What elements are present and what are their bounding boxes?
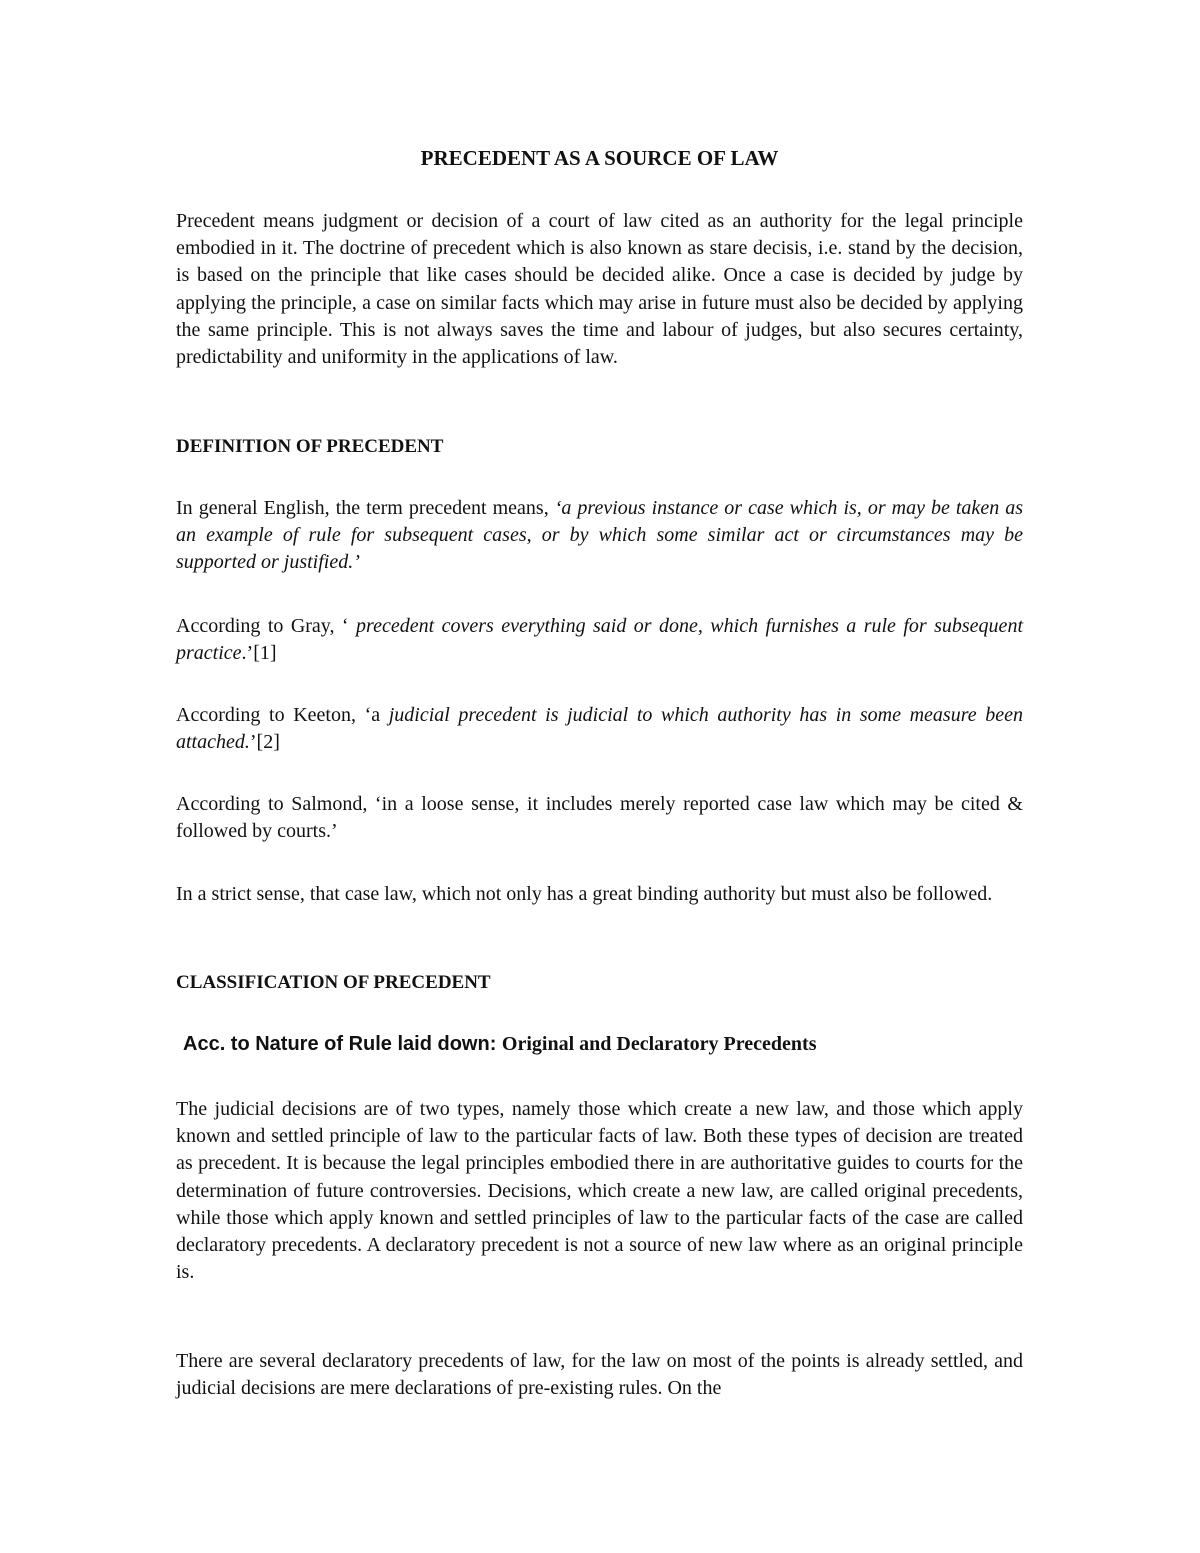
- definition-heading: DEFINITION OF PRECEDENT: [176, 436, 444, 457]
- nature-heading-lead: Acc. to Nature of Rule laid down:: [183, 1033, 502, 1055]
- general-english-lead: In general English, the term precedent means,: [176, 497, 555, 519]
- intro-paragraph: Precedent means judgment or decision of a court of law cited as an authority for the legal principle embodied in it. The doctrine of precedent which is also known as stare decisis, i.e. stand by the decision, is based on the principle that like cases should be decided alike. Once a case is decided by judge by applying the principle, a case on similar facts which may arise in future must also be decided by applying the same principle. This is not always saves the time and labour of judges, but also secures certainty, predictability and uniformity in the applications of law.: [176, 210, 1023, 369]
- salmond-paragraph: According to Salmond, ‘in a loose sense, it includes merely reported case law which may be cited & followed by courts.’: [176, 793, 1023, 843]
- nature-of-rule-heading: [183, 1033, 816, 1056]
- general-english-paragraph: [176, 495, 1023, 577]
- judicial-decisions-paragraph: The judicial decisions are of two types, namely those which create a new law, and those which apply known and settled principle of law to the particular facts of law. Both these types of decision are treated as precedent. It is because the legal principles embodied there in are authoritative guides to courts for the determination of future controversies. Decisions, which create a new law, are called original precedents, while those which apply known and settled principles of law to the particular facts of the case are called declaratory precedents. A declaratory precedent is not a source of new law where as an original principle is.: [176, 1098, 1023, 1284]
- document-title: PRECEDENT AS A SOURCE OF LAW: [420, 146, 779, 170]
- classification-heading: CLASSIFICATION OF PRECEDENT: [176, 972, 491, 993]
- gray-lead: According to Gray, ‘: [176, 615, 357, 637]
- several-declaratory-paragraph: There are several declaratory precedents of law, for the law on most of the points is already settled, and judicial decisions are mere declarations of pre-existing rules. On the: [176, 1350, 1023, 1400]
- gray-tail: .’[1]: [241, 642, 277, 665]
- keeton-tail: ’[2]: [249, 731, 280, 754]
- gray-quote: precedent covers everything said or done, which furnishes a rule for subsequent practice: [176, 615, 1023, 665]
- nature-heading-rest: Original and Declaratory Precedents: [501, 1033, 817, 1055]
- keeton-paragraph: [176, 702, 1023, 756]
- keeton-lead: According to Keeton, ‘a: [176, 704, 389, 726]
- keeton-quote: judicial precedent is judicial to which authority has in some measure been attached.: [176, 704, 1023, 754]
- general-english-quote: ‘a previous instance or case which is, or may be taken as an example of rule for subsequent cases, or by which some similar act or circumstances may be supported or justified.’: [176, 497, 1024, 574]
- gray-paragraph: [176, 613, 1023, 667]
- strict-sense-paragraph: In a strict sense, that case law, which not only has a great binding authority but must also be followed.: [176, 883, 993, 905]
